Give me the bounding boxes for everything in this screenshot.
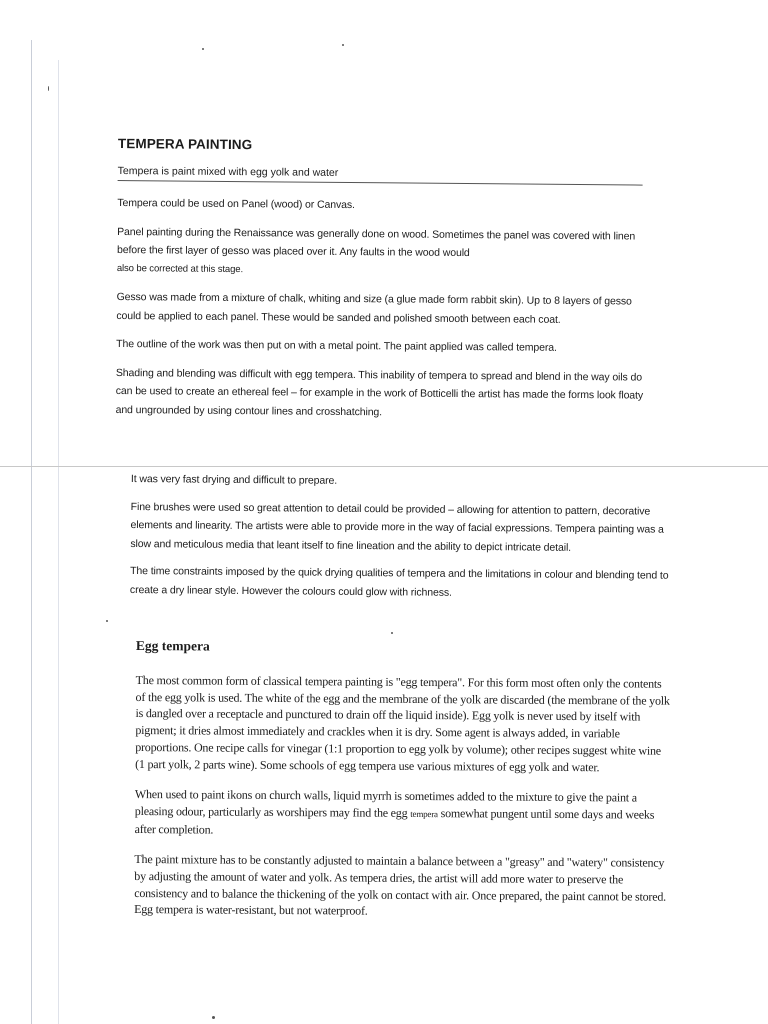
paragraph-continuation: also be corrected at this stage. (116, 262, 244, 275)
page-title: TEMPERA PAINTING (117, 136, 253, 153)
paragraph: The paint mixture has to be constantly adjusted to maintain a balance between a "greasy" and "watery" consistency by adjusting the amount of water and yolk. As tempera dries, the artist will add more water to preserve the consistency and to balance the thickening of the yolk on contact with air. Once prepared, the paint cannot be stored. Egg tempera is water-resistant, but not waterproof. (134, 852, 667, 919)
scan-speck (391, 632, 393, 634)
fold-line (0, 466, 768, 467)
paragraph: The outline of the work was then put on with a metal point. The paint applied was called tempera. (116, 337, 557, 354)
scan-speck (106, 620, 108, 622)
scan-speck (212, 1016, 215, 1019)
paragraph-text: When used to paint ikons on church walls, liquid myrrh is sometimes added to the mixture to give the paint a pleasing odour, particularly as worshipers may find the egg (134, 787, 637, 820)
scan-speck (48, 86, 49, 91)
paragraph: Gesso was made from a mixture of chalk, whiting and size (a glue made form rabbit skin). Up to 8 layers of gesso could be applied to each panel. These would be sanded and polished smooth between each coat. (116, 290, 632, 326)
paragraph: Tempera could be used on Panel (wood) or Canvas. (117, 196, 355, 212)
detail-section (130, 470, 671, 613)
intro-section (115, 136, 658, 434)
egg-tempera-section (134, 638, 672, 936)
paragraph: Fine brushes were used so great attention to detail could be provided – allowing for attention to pattern, decorative elements and linearity. The artists were able to provide more in the way of facial expressions. Tempera painting was a slow and meticulous media that leant itself to fine lineation and the ability to depict intricate detail. (130, 500, 664, 554)
margin-line-left (31, 40, 32, 1024)
paragraph: The most common form of classical tempera painting is "egg tempera". For this form most often only the contents of the egg yolk is used. The white of the egg and the membrane of the yolk are discarded (the membrane of the yolk is dangled over a receptacle and punctured to drain off the liquid inside). Egg yolk is never used by itself with pigment; it dries almost immediately and crackles when it is dry. Some agent is always added, in variable proportions. One recipe calls for vinegar (1:1 proportion to egg yolk by volume); other recipes suggest white wine (1 part yolk, 2 parts wine). Some schools of egg tempera use various mixtures of egg yolk and water. (135, 672, 670, 774)
section-heading: Egg tempera (135, 638, 210, 654)
paragraph: The time constraints imposed by the quick drying qualities of tempera and the limitations in colour and blending tend to create a dry linear style. However the colours could glow with richness. (129, 564, 669, 599)
paragraph: Shading and blending was difficult with egg tempera. This inability of tempera to spread and blend in the way oils do can be used to create an ethereal feel – for example in the work of Botticelli the artist has made the forms look floaty and ungrounded by using contour lines and crosshatching. (115, 366, 644, 418)
paragraph (135, 786, 671, 841)
paragraph: It was very fast drying and difficult to prepare. (130, 472, 338, 487)
scan-speck (342, 44, 344, 46)
scan-speck (202, 48, 204, 50)
page-subtitle: Tempera is paint mixed with egg yolk and water (118, 165, 643, 186)
paragraph-text: somewhat pungent until some days and weeks after completion. (134, 806, 655, 837)
paragraph-small-text: tempera (410, 808, 438, 820)
paragraph: Panel painting during the Renaissance was generally done on wood. Sometimes the panel was covered with linen before the first layer of gesso was placed over it. Any faults in the wood would (116, 225, 636, 260)
margin-line-inner (58, 60, 59, 1024)
